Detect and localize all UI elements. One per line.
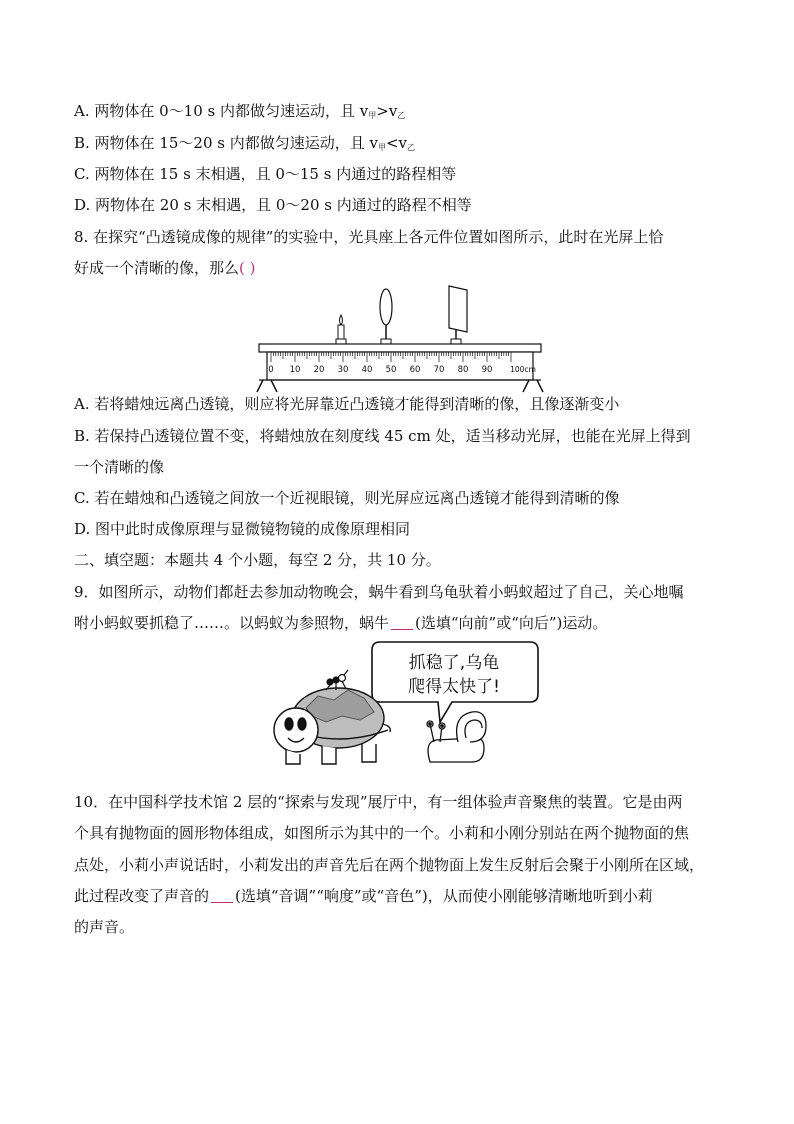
turtle-icon — [274, 688, 390, 764]
bubble-text-line1: 抓稳了,乌龟 — [408, 653, 500, 673]
q10-stem-line4: 此过程改变了声音的 (选填“音调”“响度”或“音色”)，从而使小刚能够清晰地听到小莉 — [74, 887, 653, 905]
speech-bubble — [372, 642, 538, 722]
q10-stem-line5: 的声音。 — [74, 918, 135, 936]
ruler-tick-label: 50 — [385, 365, 397, 375]
q7-option-b: B. 两物体在 15～20 s 内都做匀速运动，且 $v_甲<v_乙$ — [74, 134, 416, 152]
bubble-text-line2: 爬得太快了! — [408, 677, 500, 697]
snail-icon — [427, 712, 486, 762]
q7-option-c: C. 两物体在 15 s 末相遇，且 0～15 s 内通过的路程相等 — [74, 165, 457, 183]
q8-option-b-line1: B. 若保持凸透镜位置不变，将蜡烛放在刻度线 45 cm 处，适当移动光屏，也能在光屏上得到 — [74, 427, 691, 445]
light-screen-icon — [449, 286, 467, 344]
q9-stem-line1: 9．如图所示，动物们都赶去参加动物晚会，蜗牛看到乌龟驮着小蚂蚁超过了自己，关心地嘱 — [74, 583, 684, 601]
q8-stem-line2: 好成一个清晰的像，那么( ) — [74, 259, 256, 277]
q10-stem-line1: 10．在中国科学技术馆 2 层的“探索与发现”展厅中，有一组体验声音聚焦的装置。它是由两 — [74, 793, 683, 811]
ruler-tick-label: 0 — [268, 365, 274, 375]
ruler-tick-label: 10 — [289, 365, 301, 375]
ruler-tick-label: 100cm — [510, 365, 536, 374]
ruler-tick-label: 40 — [361, 365, 373, 375]
q8-option-a: A. 若将蜡烛远离凸透镜，则应将光屏靠近凸透镜才能得到清晰的像，且像逐渐变小 — [74, 395, 620, 413]
q8-option-c: C. 若在蜡烛和凸透镜之间放一个近视眼镜，则光屏应远离凸透镜才能得到清晰的像 — [74, 489, 620, 507]
optical-bench-figure — [255, 284, 545, 394]
answer-parenthesis: ( ) — [239, 259, 256, 277]
q9-stem-line2: 咐小蚂蚁要抓稳了……。以蚂蚁为参照物，蜗牛 (选填“向前”或“向后”)运动。 — [74, 614, 608, 632]
answer-blank — [391, 615, 413, 630]
turtle-snail-cartoon — [262, 638, 542, 776]
q8-option-d: D. 图中此时成像原理与显微镜物镜的成像原理相同 — [74, 520, 411, 538]
q7-option-d: D. 两物体在 20 s 末相遇，且 0～20 s 内通过的路程不相等 — [74, 196, 472, 214]
q10-stem-line3: 点处，小莉小声说话时，小莉发出的声音先后在两个抛物面上发生反射后会聚于小刚所在区域， — [74, 856, 705, 874]
candle-icon — [336, 315, 346, 344]
q8-option-b-line2: 一个清晰的像 — [74, 458, 165, 476]
ruler-tick-label: 30 — [337, 365, 349, 375]
section-heading: 二、填空题：本题共 4 个小题，每空 2 分，共 10 分。 — [74, 551, 441, 569]
convex-lens-icon — [380, 289, 392, 344]
ruler-tick-label: 90 — [481, 365, 493, 375]
ruler-tick-label: 70 — [433, 365, 445, 375]
answer-blank — [211, 888, 233, 903]
q7-option-a: A. 两物体在 0～10 s 内都做匀速运动，且 $v_甲>v_乙$ — [74, 102, 406, 120]
q10-stem-line2: 个具有抛物面的圆形物体组成，如图所示为其中的一个。小莉和小刚分别站在两个抛物面的焦 — [74, 824, 690, 842]
ruler-tick-label: 20 — [313, 365, 325, 375]
ruler-tick-label: 80 — [457, 365, 469, 375]
q8-stem-line1: 8. 在探究“凸透镜成像的规律”的实验中，光具座上各元件位置如图所示，此时在光屏上恰 — [74, 228, 664, 246]
ant-icon — [326, 670, 348, 690]
ruler-tick-label: 60 — [409, 365, 421, 375]
